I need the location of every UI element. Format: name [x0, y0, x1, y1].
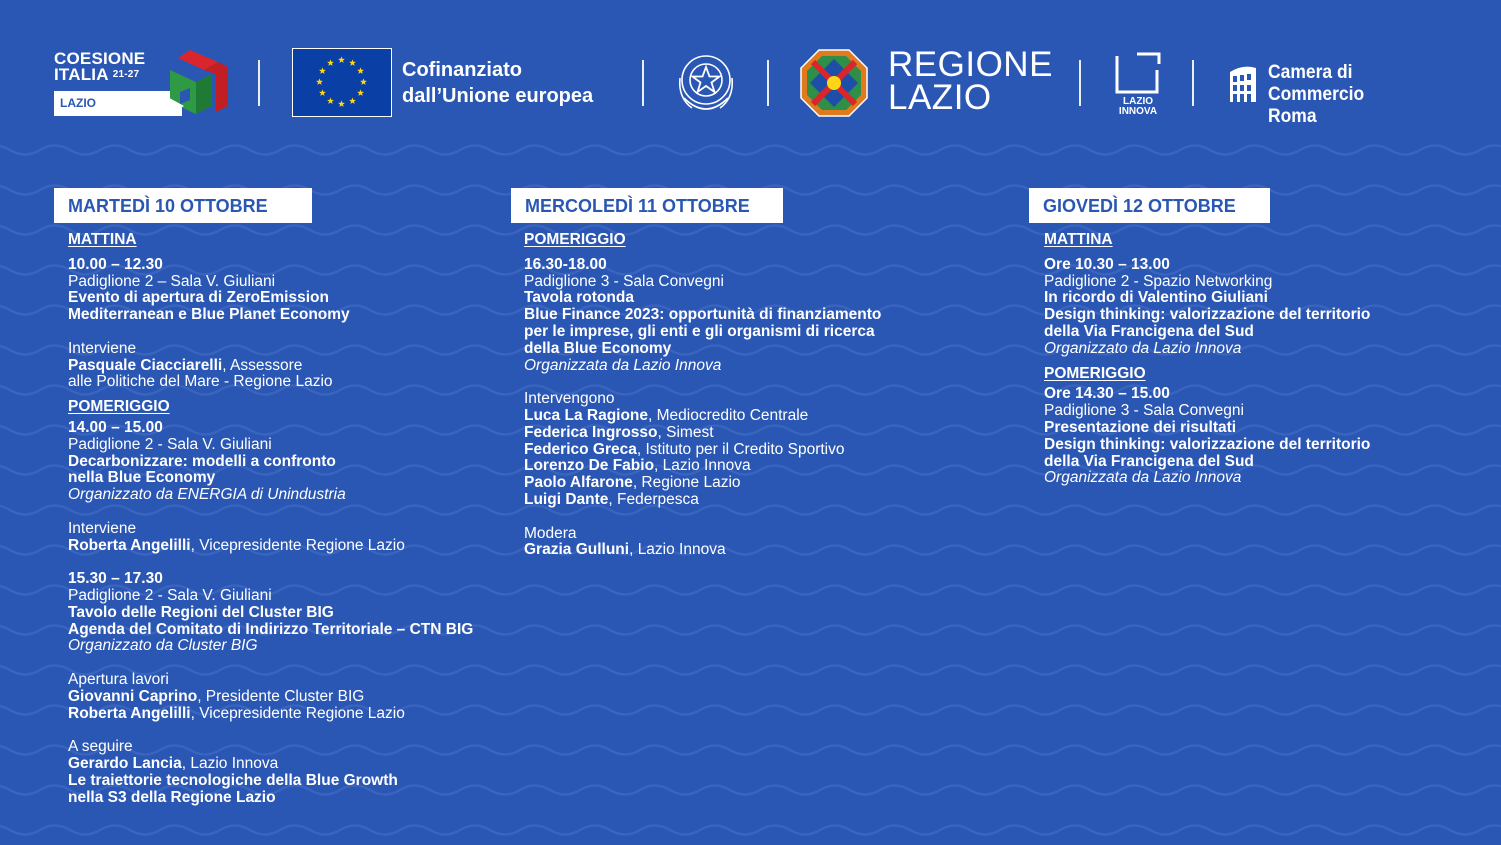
event-time: Ore 10.30 – 13.00: [1044, 255, 1170, 273]
event-title-line: della Via Francigena del Sud: [1044, 452, 1254, 470]
camera-line2: Roma: [1268, 106, 1317, 127]
speaker-line: Luigi Dante, Federpesca: [524, 490, 699, 508]
event-title-line: Evento di apertura di ZeroEmission: [68, 289, 329, 307]
speaker-line: Federica Ingrosso, Simest: [524, 423, 714, 441]
speaker-line: Luca La Ragione, Mediocredito Centrale: [524, 406, 809, 424]
speaker-line: Gerardo Lancia, Lazio Innova: [68, 754, 279, 772]
speaker-group-heading: A seguire: [68, 738, 133, 756]
header-separator: [1192, 60, 1194, 106]
eu-star: [360, 78, 367, 85]
eu-star: [357, 67, 364, 74]
event-title-line: Decarbonizzare: modelli a confronto: [68, 452, 336, 470]
speaker-line: Paolo Alfarone, Regione Lazio: [524, 474, 741, 492]
coesione-line2: ITALIA $^{21-27}$: [54, 65, 140, 84]
schedule-column-thursday: [1044, 232, 1484, 487]
colosseum-icon: [1226, 62, 1260, 104]
speaker-line: Roberta Angelilli, Vicepresidente Regione Lazio: [68, 704, 405, 722]
header-separator: [642, 60, 644, 106]
coesione-region-label: LAZIO: [54, 91, 182, 116]
event-title-line: nella Blue Economy: [68, 469, 216, 487]
header-separator: [1079, 60, 1081, 106]
event-title-line: della Via Francigena del Sud: [1044, 322, 1254, 340]
event-title-line: Presentazione dei risultati: [1044, 418, 1237, 436]
eu-star: [327, 59, 334, 66]
event-title-line: Design thinking: valorizzazione del territorio: [1044, 306, 1371, 324]
event-time: Ore 14.30 – 15.00: [1044, 385, 1170, 403]
event-title-line: della Blue Economy: [524, 339, 672, 357]
schedule-column-wednesday: [524, 232, 994, 559]
coesione-cube-icon: [156, 48, 230, 118]
eu-star: [357, 89, 364, 96]
eu-flag-logo: [292, 48, 392, 117]
event-organizer: Organizzata da Lazio Innova: [524, 356, 722, 374]
speaker-group-heading: Interviene: [68, 519, 137, 537]
speaker-group-heading: Modera: [524, 524, 577, 542]
header-separator: [767, 60, 769, 106]
camera-line1: Camera di Commercio: [1268, 62, 1365, 105]
speaker-group-heading: Interviene: [68, 339, 137, 357]
event-venue: Padiglione 3 - Sala Convegni: [524, 272, 724, 290]
section-label: POMERIGGIO: [68, 398, 170, 416]
event-venue: Padiglione 2 - Sala V. Giuliani: [68, 586, 272, 604]
event-venue: Padiglione 2 - Spazio Networking: [1044, 272, 1273, 290]
event-title-line: In ricordo di Valentino Giuliani: [1044, 289, 1268, 307]
day-heading: GIOVEDÌ 12 OTTOBRE: [1029, 188, 1270, 223]
eu-star: [316, 78, 323, 85]
eu-text-line2: dall’Unione europea: [402, 85, 594, 107]
event-time: 10.00 – 12.30: [68, 255, 163, 273]
event-venue: Padiglione 3 - Sala Convegni: [1044, 402, 1244, 420]
eu-star: [349, 97, 356, 104]
lazio-innova-text: LAZIO INNOVA: [1118, 96, 1158, 117]
header-separator: [258, 60, 260, 106]
eu-text-line1: Cofinanziato: [402, 59, 522, 81]
speaker-line: Grazia Gulluni, Lazio Innova: [524, 541, 726, 559]
section-label: MATTINA: [68, 231, 137, 248]
lazio-innova-logo: [1113, 50, 1163, 120]
event-time: 15.30 – 17.30: [68, 570, 163, 588]
event-organizer: Organizzato da Cluster BIG: [68, 637, 258, 655]
event-organizer: Organizzata da Lazio Innova: [1044, 469, 1242, 487]
speaker-line: Roberta Angelilli, Vicepresidente Regione Lazio: [68, 536, 405, 554]
coesione-line1: COESIONE: [54, 49, 146, 68]
speaker-line: Federico Greca, Istituto per il Credito Sportivo: [524, 440, 845, 458]
regione-lazio-crest-icon: [799, 48, 869, 118]
event-venue: Padiglione 2 - Sala V. Giuliani: [68, 435, 272, 453]
camera-commercio-text: [1268, 62, 1452, 128]
section-label: MATTINA: [1044, 231, 1113, 248]
event-title-line: per le imprese, gli enti e gli organismi di ricerca: [524, 322, 875, 340]
event-title-line: Design thinking: valorizzazione del territorio: [1044, 435, 1371, 453]
eu-star: [319, 89, 326, 96]
event-title-line: Blue Finance 2023: opportunità di finanziamento: [524, 306, 882, 324]
speaker-group-heading: Intervengono: [524, 390, 615, 408]
logo-header: [0, 0, 1501, 140]
speaker-group-heading: Apertura lavori: [68, 670, 169, 688]
day-heading: MERCOLEDÌ 11 OTTOBRE: [511, 188, 783, 223]
wave-line: [0, 146, 1501, 155]
event-title-line: Tavola rotonda: [524, 289, 634, 307]
lazio-innova-square-icon: [1113, 50, 1163, 96]
eu-star: [327, 97, 334, 104]
event-title-line: Mediterranean e Blue Planet Economy: [68, 306, 350, 324]
event-time: 16.30-18.00: [524, 255, 607, 273]
speaker-line: Pasquale Ciacciarelli, Assessore: [68, 356, 303, 374]
event-time: 14.00 – 15.00: [68, 418, 163, 436]
day-heading: MARTEDÌ 10 OTTOBRE: [54, 188, 312, 223]
section-label: POMERIGGIO: [524, 231, 626, 248]
talk-title-line: Le traiettorie tecnologiche della Blue Growth: [68, 771, 398, 789]
regione-line1: REGIONE: [888, 45, 1053, 84]
event-organizer: Organizzato da Lazio Innova: [1044, 339, 1242, 357]
event-title-line: Agenda del Comitato di Indirizzo Territoriale – CTN BIG: [68, 620, 474, 638]
section-label: POMERIGGIO: [1044, 364, 1146, 382]
eu-star: [338, 56, 345, 63]
coesione-italia-logo: [54, 48, 229, 120]
schedule-column-tuesday: [68, 232, 508, 806]
wave-line: [0, 826, 1501, 835]
eu-stars-icon: [293, 49, 390, 115]
speaker-line: alle Politiche del Mare - Regione Lazio: [68, 373, 333, 391]
regione-lazio-text: [888, 45, 1058, 117]
speaker-line: Giovanni Caprino, Presidente Cluster BIG: [68, 687, 365, 705]
eu-star: [349, 59, 356, 66]
eu-star: [338, 100, 345, 107]
italian-republic-emblem-icon: [674, 48, 738, 118]
eu-star: [319, 67, 326, 74]
event-title-line: Tavolo delle Regioni del Cluster BIG: [68, 603, 334, 621]
event-venue: Padiglione 2 – Sala V. Giuliani: [68, 272, 276, 290]
eu-cofinanziato-text: [402, 57, 632, 109]
speaker-line: Lorenzo De Fabio, Lazio Innova: [524, 457, 751, 475]
regione-line2: LAZIO: [888, 78, 992, 117]
event-organizer: Organizzato da ENERGIA di Unindustria: [68, 486, 346, 504]
talk-title-line: nella S3 della Regione Lazio: [68, 788, 276, 806]
